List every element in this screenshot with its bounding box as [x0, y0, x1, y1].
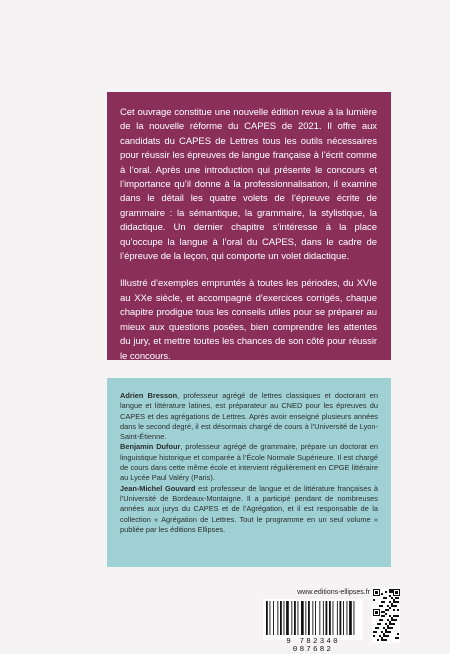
author-name-3: Jean-Michel Gouvard [120, 483, 196, 493]
author-text-2: , professeur agrégé de grammaire, prépare un doctorat en linguistique historique et comparée à l’École Normale Supérieure. Il est chargé de cours dans cette même école et intervient régulièrement en CPGE littéraire au Lycée Paul Valéry (Paris). [120, 442, 379, 483]
barcode-icon [263, 599, 363, 640]
description-paragraph-2: Illustré d’exemples empruntés à toutes les périodes, du XVIe au XXe siècle, et accompagné d’exercices corrigés, chaque chapitre prodigue tous les conseils utiles pour se préparer au mieux aux questions posées, bien comprendre les attentes du jury, et mettre toutes les chances de son côté pour réussir le concours. [120, 278, 377, 362]
author-name-2: Benjamin Dufour [120, 442, 181, 452]
author-bio-2 [120, 442, 378, 483]
author-text-1: , professeur agrégé de lettres classiques et doctorant en langue et littérature latines, est préparateur au CNED pour les épreuves du CAPES et des agrégations de Lettres. Après avoir enseigné plusieurs années dans le second degré, il est désormais chargé de cours à l’Université de Lyon-Saint-Étienne. [120, 391, 378, 442]
description-box [107, 92, 391, 360]
description-paragraph-1: Cet ouvrage constitue une nouvelle édition revue à la lumière de la nouvelle réforme du CAPES de 2021. Il offre aux candidats du CAPES de Lettres tous les outils nécessaires pour réussir les épreuves de langue française à l’écrit comme à l’oral. Après une introduction qui présente le concours et l’importance qu’il donne à la professionnalisation, il examine dans le détail les quatre volets de l’épreuve écrite de grammaire : la sémantique, la grammaire, la stylistique, la didactique. Un dernier chapitre s’intéresse à la place qu’occupe la langue à l’oral du CAPES, dans le cadre de l’épreuve de la leçon, qui comporte un volet didactique. [120, 107, 377, 263]
qr-code-icon [372, 587, 400, 643]
author-name-1: Adrien Bresson [120, 391, 178, 400]
author-bio-3 [120, 484, 378, 535]
author-bio-1 [120, 391, 378, 442]
isbn-number: 9 782340 087682 [286, 638, 340, 654]
authors-box [107, 378, 391, 567]
author-text-3: est professeur de langue et de littérature françaises à l’Université de Bordeaux-Montaigne. Il a participé pendant de nombreuses années aux jurys du CAPES et de l’Agrégation, et il est responsable de la collection « Agrégation de Lettres. Tout le programme en un seul volume » publiée par les éditions Ellipses. [120, 483, 378, 534]
publisher-website[interactable]: www.editions-ellipses.fr [297, 589, 370, 596]
